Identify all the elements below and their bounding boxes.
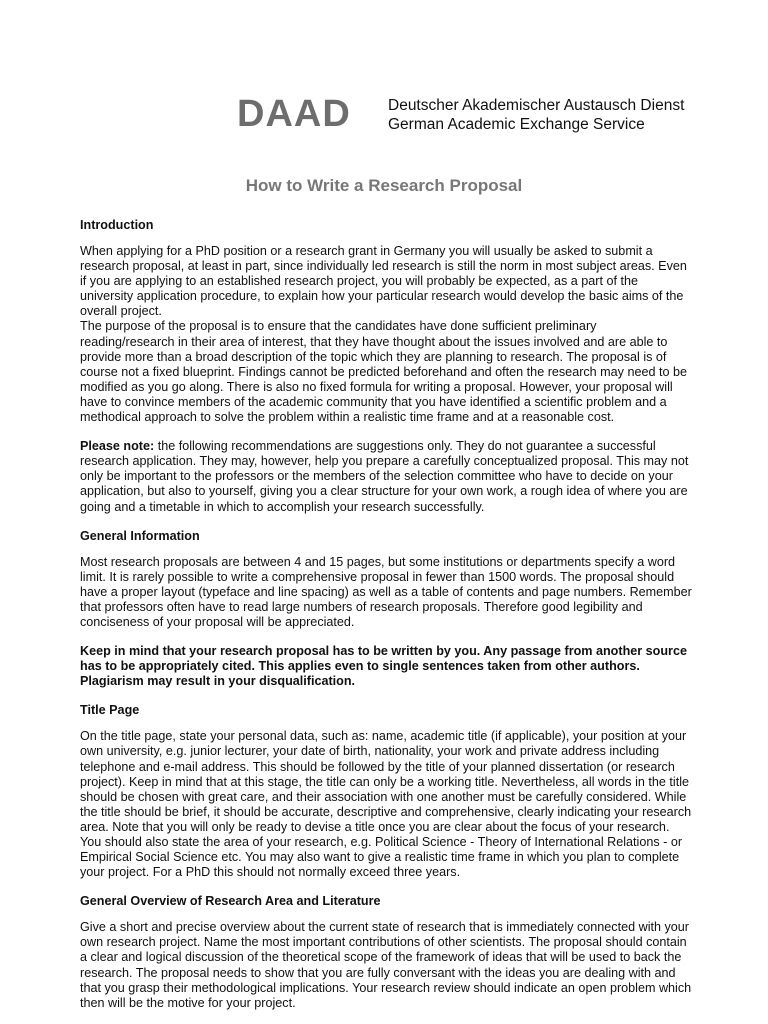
document-body [80, 218, 692, 1017]
paragraph: Most research proposals are between 4 and 15 pages, but some institutions or departments specify a word limit. It is rarely possible to write a comprehensive proposal in fewer than 1500 words. The proposal should have a proper layout (typeface and line spacing) as well as a table of contents and page numbers. Remember that professors often have to read large numbers of research proposals. Therefore good legibility and conciseness of your proposal will be appreciated. [80, 554, 692, 629]
section-general-information [80, 529, 692, 690]
paragraph: When applying for a PhD position or a research grant in Germany you will usually be asked to submit a research proposal, at least in part, since individually led research is still the norm in most subject areas. Even if you are applying to an established research project, you will probably be expected, as a part of the university application procedure, to explain how your particular research would develop the basic aims of the overall project. [80, 244, 687, 319]
org-name-english: German Academic Exchange Service [388, 116, 645, 133]
paragraph: Give a short and precise overview about the current state of research that is immediately connected with your own research project. Name the most important contributions of other scientists. The proposal should contain a clear and logical discussion of the theoretical scope of the framework of ideas that will be used to back the research. The proposal needs to show that you are fully conversant with the ideas you are dealing with and that you grasp their methodological implications. Your research review should indicate an open problem which then will be the motive for your project. [80, 920, 692, 1010]
section-title-page [80, 703, 692, 880]
note-text: the following recommendations are suggestions only. They do not guarantee a successful research application. They may, however, help you prepare a carefully conceptualized proposal. This may not only be important to the professors or the members of the selection committee who have to decide on your application, but also to yourself, giving you a clear structure for your own work, a rough idea of where you are going and a timetable in which to accomplish your research successfully. [80, 439, 689, 514]
section-heading: Title Page [80, 703, 140, 718]
note-paragraph [80, 439, 692, 514]
paragraph: On the title page, state your personal data, such as: name, academic title (if applicable), your position at your own university, e.g. junior lecturer, your date of birth, nationality, your work and private address including telephone and e-mail address. This should be followed by the title of your planned dissertation (or research project). Keep in mind that at this stage, the title can only be a working title. Nevertheless, all words in the title should be chosen with great care, and their association with one another must be carefully considered. While the title should be brief, it should be accurate, descriptive and comprehensive, clearly indicating your research area. Note that you will only be ready to devise a title once you are clear about the focus of your research. You should also state the area of your research, e.g. Political Science - Theory of International Relations - or Empirical Social Science etc. You may also want to give a realistic time frame in which you plan to complete your project. For a PhD this should not normally exceed three years. [80, 729, 692, 880]
paragraph: The purpose of the proposal is to ensure that the candidates have done sufficient preliminary reading/research in their area of interest, that they have thought about the issues involved and are able to provide more than a broad description of the topic which they are planning to research. The proposal is of course not a fixed blueprint. Findings cannot be predicted beforehand and often the research may need to be modified as you go along. There is also no fixed formula for writing a proposal. However, your proposal will have to convince members of the academic community that you have identified a scientific problem and a methodical approach to solve the problem within a realistic time frame and at a reasonable cost. [80, 319, 688, 425]
daad-logo: DAAD [237, 93, 351, 135]
org-name-german: Deutscher Akademischer Austausch Dienst [388, 97, 685, 114]
document-title: How to Write a Research Proposal [245, 176, 523, 195]
note-label: Please note: [80, 439, 155, 454]
section-heading: General Information [80, 528, 200, 543]
letterhead [0, 92, 768, 142]
section-overview [80, 894, 692, 1011]
section-heading: General Overview of Research Area and Literature [80, 894, 381, 909]
organization-name [388, 96, 684, 134]
section-introduction [80, 218, 692, 515]
plagiarism-warning: Keep in mind that your research proposal has to be written by you. Any passage from another source has to be appropriately cited. This applies even to single sentences taken from other authors. Plagiarism may result in your disqualification. [80, 644, 687, 689]
section-heading: Introduction [80, 218, 154, 232]
